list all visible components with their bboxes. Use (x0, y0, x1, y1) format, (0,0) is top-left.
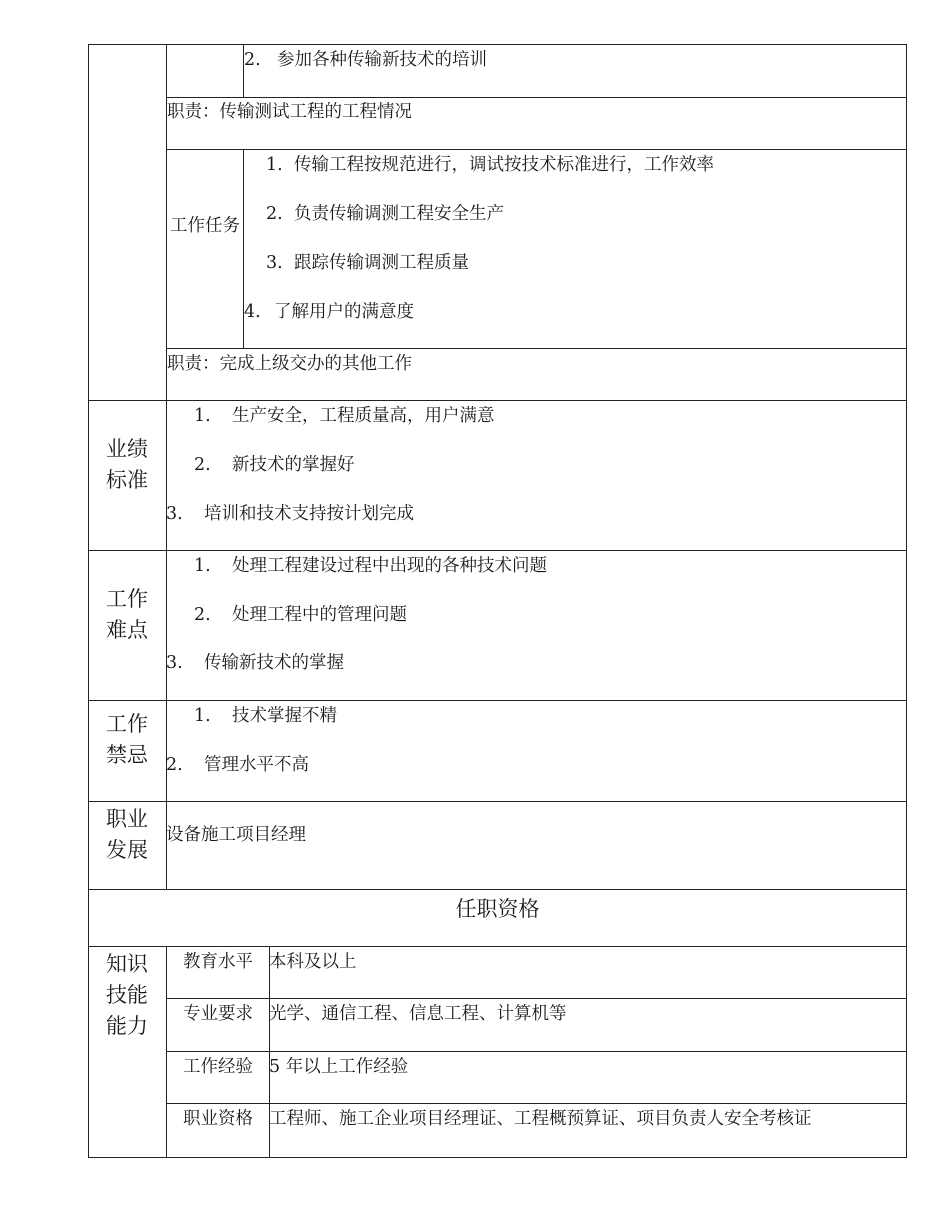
list-number: 2. (266, 204, 283, 224)
career-value: 设备施工项目经理 (166, 825, 306, 845)
list-text: 传输新技术的掌握 (204, 653, 344, 673)
divider (88, 700, 907, 701)
duty-statement: 职责：完成上级交办的其他工作 (167, 354, 412, 374)
divider (88, 400, 907, 401)
list-text: 了解用户的满意度 (274, 302, 414, 322)
difficulties-label: 工作难点 (106, 587, 148, 642)
qualification-key: 专业要求 (183, 1004, 253, 1024)
list-number: 1. (194, 706, 211, 726)
task-label: 工作任务 (170, 216, 240, 236)
list-number: 2. (194, 455, 211, 475)
knowledge-label: 知识技能能力 (106, 952, 148, 1038)
list-number: 4. (244, 302, 261, 322)
list-number: 1. (266, 155, 283, 175)
list-item (194, 604, 407, 626)
list-item (266, 203, 504, 225)
divider (166, 97, 907, 98)
list-number: 3. (266, 253, 283, 273)
list-item (166, 754, 309, 776)
list-text: 管理水平不高 (204, 755, 309, 775)
qualification-value: 本科及以上 (269, 952, 357, 972)
list-text: 负责传输调测工程安全生产 (294, 204, 504, 224)
list-text: 技术掌握不精 (232, 706, 337, 726)
list-item (194, 705, 337, 727)
list-text: 新技术的掌握好 (232, 455, 355, 475)
list-item (266, 252, 469, 274)
list-number: 3. (166, 504, 183, 524)
divider (166, 998, 907, 999)
divider (166, 149, 907, 150)
list-item (166, 652, 344, 674)
list-item (166, 503, 414, 525)
list-number: 1. (194, 406, 211, 426)
job-description-table (88, 44, 907, 1158)
divider (88, 889, 907, 890)
divider (166, 1103, 907, 1104)
list-item (194, 555, 547, 577)
divider (166, 1051, 907, 1052)
career-label: 职业发展 (106, 807, 148, 862)
divider (88, 946, 907, 947)
list-item (244, 301, 414, 323)
list-number: 2. (194, 605, 211, 625)
qualification-key: 职业资格 (183, 1109, 253, 1129)
list-text: 处理工程建设过程中出现的各种技术问题 (232, 556, 547, 576)
list-number: 1. (194, 556, 211, 576)
list-number: 3. (166, 653, 183, 673)
list-text: 处理工程中的管理问题 (232, 605, 407, 625)
list-item (266, 154, 714, 176)
taboos-label: 工作禁忌 (106, 712, 148, 767)
list-text: 培训和技术支持按计划完成 (204, 504, 414, 524)
section-title: 任职资格 (455, 897, 540, 921)
list-text: 生产安全，工程质量高，用户满意 (232, 406, 495, 426)
divider (166, 348, 907, 349)
divider (88, 801, 907, 802)
duty-statement: 职责：传输测试工程的工程情况 (167, 102, 412, 122)
list-text: 传输工程按规范进行，调试按技术标准进行，工作效率 (294, 155, 714, 175)
list-item (244, 49, 487, 71)
list-text: 参加各种传输新技术的培训 (277, 50, 487, 70)
qualification-value: 光学、通信工程、信息工程、计算机等 (269, 1004, 567, 1024)
performance-label: 业绩标准 (106, 437, 148, 492)
list-item (194, 405, 495, 427)
list-item (194, 454, 355, 476)
qualification-key: 工作经验 (183, 1057, 253, 1077)
qualification-value: 5 年以上工作经验 (269, 1057, 409, 1077)
list-text: 跟踪传输调测工程质量 (294, 253, 469, 273)
list-number: 2. (166, 755, 183, 775)
list-number: 2. (244, 50, 261, 70)
divider (88, 550, 907, 551)
divider (166, 946, 167, 1158)
qualification-value: 工程师、施工企业项目经理证、工程概预算证、项目负责人安全考核证 (269, 1109, 812, 1129)
qualification-key: 教育水平 (183, 952, 253, 972)
